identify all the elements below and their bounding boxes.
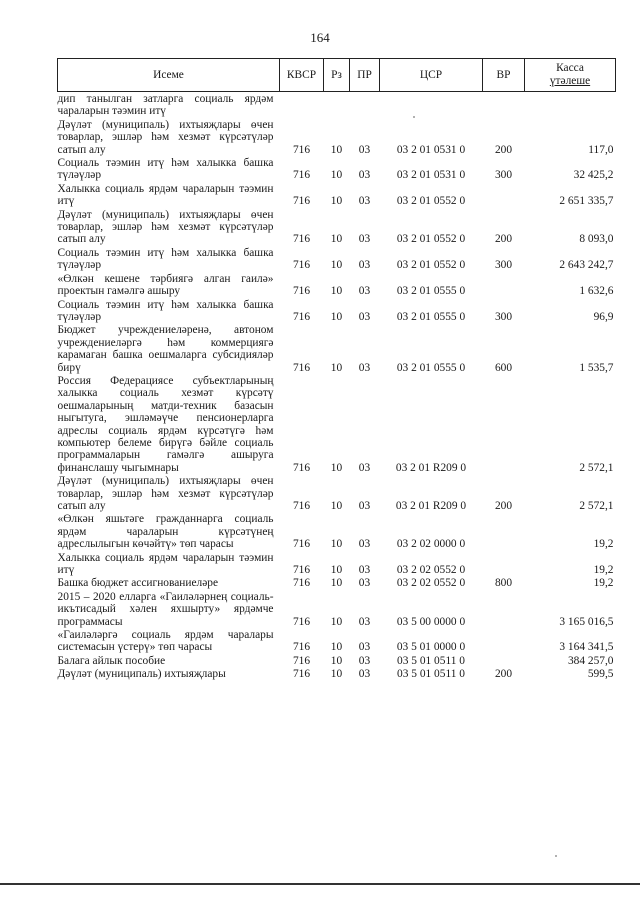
cell-amount: 19,2: [593, 538, 614, 551]
table-row: [58, 118, 616, 156]
cell-rz: 10: [330, 361, 343, 374]
table-row: [58, 246, 616, 272]
cell-vr: 200: [494, 143, 513, 156]
cell-vr: 800: [494, 577, 513, 590]
cell-csr: 03 5 00 0000 0: [396, 615, 466, 628]
cell-rz: 10: [330, 668, 343, 681]
cell-name: Балага айлык пособие: [57, 654, 166, 667]
cell-rz: 10: [330, 641, 343, 654]
cell-name: Социаль тәэмин итү һәм халыкка башка түләүләр: [57, 157, 274, 182]
cell-name: Бюджет учреждениеләренә, автоном учреждениеләргә һәм коммерциягә карамаган башка оешмаларга субсидияләр бирү: [57, 324, 274, 374]
header-kassa: [525, 59, 616, 92]
cell-amount: 384 257,0: [567, 654, 614, 667]
cell-pr: 03: [358, 564, 371, 577]
cell-vr: [483, 512, 525, 550]
cell-vr: 200: [494, 668, 513, 681]
cell-kvsr: 716: [292, 564, 311, 577]
header-kvsr: КВСР: [280, 59, 324, 92]
table-row: [58, 182, 616, 208]
table-row: [58, 590, 616, 628]
scan-speck: [555, 855, 557, 857]
cell-vr: [483, 590, 525, 628]
cell-name: Башка бюджет ассигнованиеләре: [57, 577, 219, 590]
header-pr: ПР: [350, 59, 380, 92]
table-row: [58, 576, 616, 589]
cell-kvsr: 716: [292, 577, 311, 590]
cell-pr: 03: [358, 668, 371, 681]
cell-rz: 10: [330, 195, 343, 208]
cell-csr: 03 2 01 R209 0: [395, 500, 467, 512]
cell-vr: 300: [494, 310, 513, 323]
cell-amount: 2 572,1: [579, 461, 614, 474]
cell-name: Социаль тәэмин итү һәм халыкка башка түләүләр: [57, 298, 274, 323]
cell-rz: 10: [330, 654, 343, 667]
cell-csr: 03 2 01 0552 0: [396, 195, 466, 208]
table-row: [58, 92, 616, 118]
table-row: [58, 156, 616, 182]
cell-amount: 96,9: [593, 310, 614, 323]
cell-csr: 03 5 01 0511 0: [397, 654, 465, 667]
table-row: [58, 374, 616, 474]
cell-amount: 2 572,1: [579, 500, 614, 512]
cell-csr: 03 2 01 0531 0: [396, 143, 466, 156]
cell-vr: [483, 272, 525, 298]
cell-csr: 03 2 01 0531 0: [396, 169, 466, 182]
cell-amount: 19,2: [593, 564, 614, 577]
cell-vr: [483, 374, 525, 474]
cell-name: Халыкка социаль ярдәм чараларын тәэмин итү: [57, 551, 274, 577]
cell-kvsr: 716: [292, 143, 311, 156]
page-bottom-border: [0, 883, 640, 885]
cell-name: «Өлкән яшьтәге гражданнарга социаль ярдәм чараларын күрсәтүнең адреслылыгын көчәйтү» төп чарасы: [57, 513, 274, 551]
cell-vr: [483, 92, 525, 118]
table-row: [58, 628, 616, 654]
page-number: 164: [310, 30, 330, 45]
cell-name: Дәүләт (муниципаль) ихтыяҗлары: [57, 668, 226, 681]
cell-kvsr: 716: [292, 615, 311, 628]
header-rz: Рз: [324, 59, 350, 92]
cell-rz: 10: [330, 259, 343, 272]
table-header-row: [58, 59, 616, 92]
cell-pr: 03: [358, 195, 371, 208]
table-row: [58, 272, 616, 298]
cell-name: «Гаиләләргә социаль ярдәм чаралары системасын үстерү» төп чарасы: [57, 629, 274, 654]
cell-vr: 200: [494, 500, 513, 512]
cell-csr: 03 2 01 0555 0: [396, 310, 466, 323]
scan-speck: [413, 116, 415, 118]
cell-pr: [350, 92, 380, 118]
cell-name: Дәүләт (муниципаль) ихтыяҗлары өчен товарлар, эшләр һәм хезмәт күрсәтүләр сатып алу: [57, 208, 274, 246]
cell-vr: 600: [494, 361, 513, 374]
table-body: [58, 92, 616, 681]
cell-csr: 03 2 01 0552 0: [396, 233, 466, 246]
cell-amount: 3 164 341,5: [559, 641, 614, 654]
cell-amount: [525, 92, 616, 118]
cell-pr: 03: [358, 654, 371, 667]
table-row: [58, 667, 616, 680]
cell-amount: 1 535,7: [579, 361, 614, 374]
cell-amount: 8 093,0: [579, 233, 614, 246]
table-row: [58, 208, 616, 246]
cell-vr: [483, 628, 525, 654]
cell-kvsr: 716: [292, 361, 311, 374]
cell-pr: 03: [358, 259, 371, 272]
cell-rz: 10: [330, 615, 343, 628]
cell-rz: 10: [330, 564, 343, 577]
cell-name: «Өлкән кешене тәрбиягә алган гаилә» проектын гамәлгә ашыру: [57, 272, 274, 298]
cell-rz: 10: [330, 285, 343, 298]
cell-rz: 10: [330, 169, 343, 182]
cell-name: Социаль тәэмин итү һәм халыкка башка түләүләр: [57, 246, 274, 272]
table-row: [58, 551, 616, 577]
cell-amount: 2 651 335,7: [559, 195, 614, 208]
table-row: [58, 474, 616, 512]
cell-rz: [324, 92, 350, 118]
cell-rz: 10: [330, 538, 343, 551]
cell-amount: 599,5: [587, 668, 614, 681]
cell-kvsr: 716: [292, 668, 311, 681]
cell-vr: [483, 551, 525, 577]
cell-csr: 03 2 01 0552 0: [396, 259, 466, 272]
cell-pr: 03: [358, 233, 371, 246]
table-row: [58, 512, 616, 550]
cell-amount: 3 165 016,5: [559, 615, 614, 628]
cell-pr: 03: [358, 143, 371, 156]
cell-amount: 32 425,2: [573, 169, 614, 182]
cell-name: Россия Федерациясе субъектларының халыкка социаль хезмәт күрсәтү оешмаларының матди-техник базасын ныгытуга, эшләмәүче пенсионерларга адреслы социаль ярдәм күрсәтүгә һәм компьютер белеме бирүгә бәйле социаль программаларын гамәлгә ашыруга финанслашу чыгымнары: [57, 374, 274, 474]
cell-csr: [380, 92, 483, 118]
cell-amount: 2 643 242,7: [559, 259, 614, 272]
cell-csr: 03 2 02 0000 0: [396, 538, 466, 551]
cell-name: Халыкка социаль ярдәм чараларын тәэмин итү: [57, 182, 274, 208]
cell-vr: 200: [494, 233, 513, 246]
cell-rz: 10: [330, 310, 343, 323]
cell-kvsr: 716: [292, 500, 311, 512]
cell-csr: 03 2 01 R209 0: [395, 461, 467, 474]
cell-kvsr: 716: [292, 654, 311, 667]
cell-vr: 300: [494, 169, 513, 182]
cell-csr: 03 5 01 0000 0: [396, 641, 466, 654]
cell-rz: 10: [330, 461, 343, 474]
header-csr: ЦСР: [380, 59, 483, 92]
cell-csr: 03 5 01 0511 0: [397, 668, 465, 681]
cell-name: Дәүләт (муниципаль) ихтыяҗлары өчен товарлар, эшләр һәм хезмәт күрсәтүләр сатып алу: [57, 475, 274, 512]
cell-pr: 03: [358, 538, 371, 551]
cell-rz: 10: [330, 233, 343, 246]
cell-kvsr: 716: [292, 641, 311, 654]
cell-vr: 300: [494, 259, 513, 272]
cell-csr: 03 2 01 0555 0: [396, 285, 466, 298]
cell-rz: 10: [330, 500, 343, 512]
cell-csr: 03 2 02 0552 0: [396, 577, 466, 590]
cell-name: Дәүләт (муниципаль) ихтыяҗлары өчен товарлар, эшләр һәм хезмәт күрсәтүләр сатып алу: [57, 118, 274, 156]
cell-pr: 03: [358, 577, 371, 590]
cell-vr: [483, 654, 525, 667]
cell-amount: 117,0: [588, 143, 614, 156]
cell-name: дип танылган затларга социаль ярдәм чараларын тәэмин итү: [57, 93, 274, 118]
cell-rz: 10: [330, 143, 343, 156]
cell-vr: [483, 182, 525, 208]
table-row: [58, 654, 616, 667]
cell-pr: 03: [358, 461, 371, 474]
cell-kvsr: 716: [292, 461, 311, 474]
header-vr: ВР: [483, 59, 525, 92]
cell-pr: 03: [358, 500, 371, 512]
cell-pr: 03: [358, 285, 371, 298]
cell-kvsr: 716: [292, 169, 311, 182]
header-kassa-line-2: үтәлеше: [549, 75, 591, 87]
cell-kvsr: 716: [292, 195, 311, 208]
header-name: Исеме: [58, 59, 280, 92]
table-row: [58, 298, 616, 324]
cell-pr: 03: [358, 361, 371, 374]
cell-pr: 03: [358, 641, 371, 654]
cell-kvsr: 716: [292, 538, 311, 551]
cell-kvsr: 716: [292, 233, 311, 246]
cell-name: 2015 – 2020 елларга «Гаиләләрнең социаль-икътисадый хәлен яхшырту» ярдәмче программасы: [57, 590, 274, 628]
cell-kvsr: [280, 92, 324, 118]
cell-kvsr: 716: [292, 310, 311, 323]
cell-amount: 19,2: [593, 577, 614, 590]
cell-amount: 1 632,6: [579, 285, 614, 298]
cell-kvsr: 716: [292, 259, 311, 272]
cell-rz: 10: [330, 577, 343, 590]
header-kassa-line-1: Касса: [556, 62, 584, 74]
cell-kvsr: 716: [292, 285, 311, 298]
cell-csr: 03 2 01 0555 0: [396, 361, 466, 374]
budget-table: [57, 58, 616, 681]
cell-pr: 03: [358, 169, 371, 182]
cell-pr: 03: [358, 310, 371, 323]
table-row: [58, 323, 616, 374]
cell-csr: 03 2 02 0552 0: [396, 564, 466, 577]
cell-pr: 03: [358, 615, 371, 628]
